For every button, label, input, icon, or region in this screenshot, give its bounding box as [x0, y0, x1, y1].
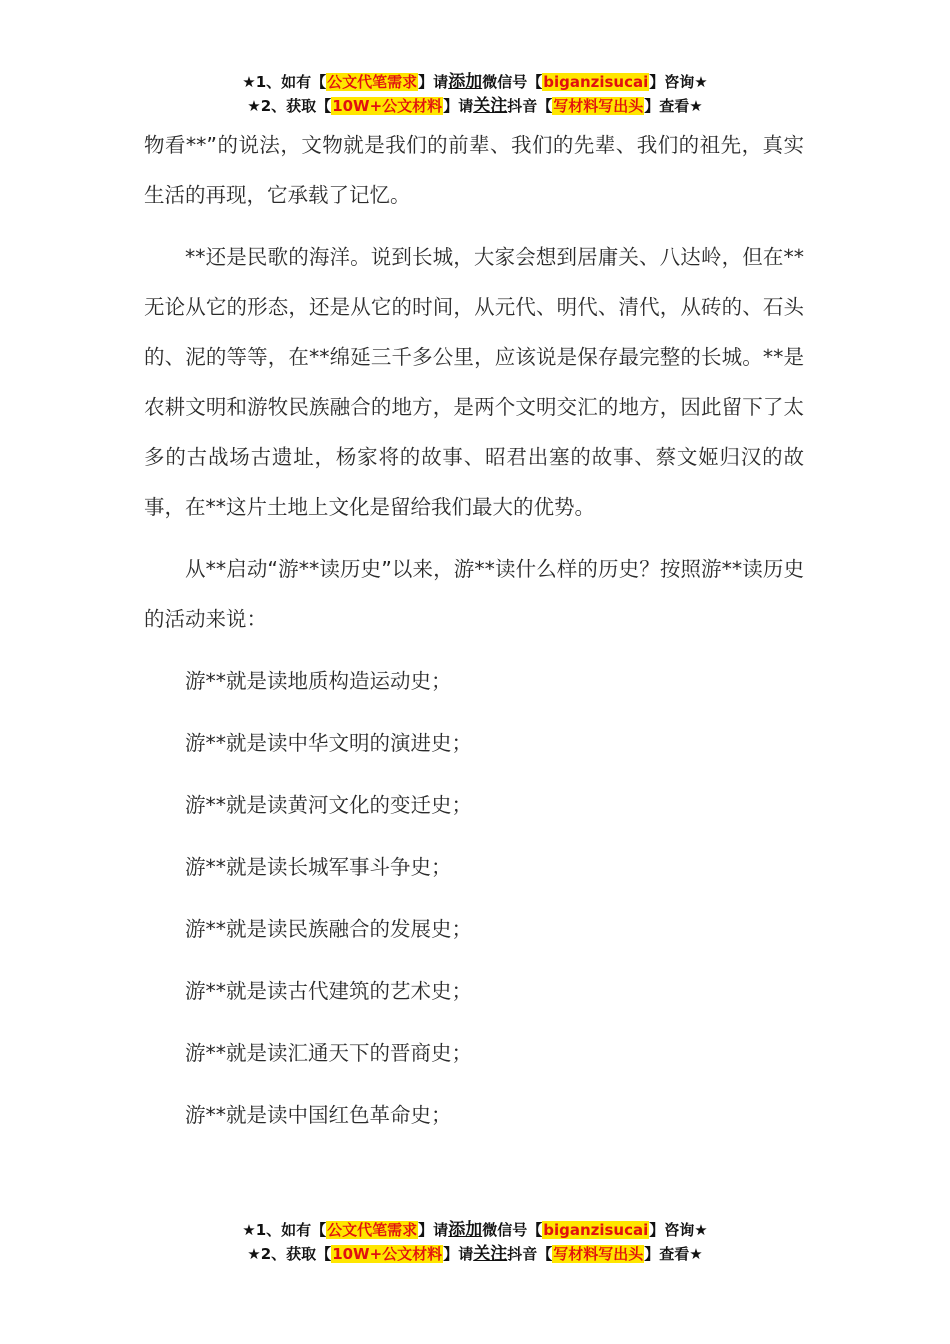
- list-item: 游**就是读长城军事斗争史；: [185, 855, 452, 879]
- banner-highlight: biganzisucai: [543, 73, 649, 91]
- document-body: [144, 120, 804, 1152]
- banner-text: ★1、如有【: [242, 73, 327, 91]
- header-banner: [0, 70, 950, 118]
- banner-line-2: [0, 1242, 950, 1266]
- banner-text: 】请: [443, 1245, 474, 1263]
- banner-text: ★2、获取【: [247, 1245, 332, 1263]
- banner-text: 微信号【: [482, 73, 543, 91]
- paragraph: 从**启动“游**读历史”以来，游**读什么样的历史？按照游**读历史的活动来说：: [144, 557, 804, 631]
- banner-highlight: 公文代笔需求: [327, 1221, 418, 1239]
- list-item: 游**就是读黄河文化的变迁史；: [185, 793, 472, 817]
- banner-underline: 添加: [448, 1220, 483, 1240]
- banner-underline: 关注: [473, 96, 508, 116]
- banner-text: 】咨询★: [649, 73, 708, 91]
- banner-text: 】请: [443, 97, 474, 115]
- list-item: 游**就是读古代建筑的艺术史；: [185, 979, 472, 1003]
- banner-text: 微信号【: [482, 1221, 543, 1239]
- banner-text: 】查看★: [644, 97, 703, 115]
- banner-highlight: 10W+公文材料: [332, 1245, 443, 1263]
- list-item: 游**就是读民族融合的发展史；: [185, 917, 472, 941]
- paragraph: 物看**”的说法，文物就是我们的前辈、我们的先辈、我们的祖先，真实生活的再现，它承载了记忆。: [144, 133, 804, 207]
- banner-text: 】请: [418, 1221, 449, 1239]
- banner-underline: 关注: [473, 1244, 508, 1264]
- banner-line-1: [0, 1218, 950, 1242]
- banner-line-1: [0, 70, 950, 94]
- list-item: 游**就是读地质构造运动史；: [185, 669, 452, 693]
- banner-text: 抖音【: [507, 97, 553, 115]
- list-item: 游**就是读中国红色革命史；: [185, 1103, 452, 1127]
- footer-banner: [0, 1218, 950, 1266]
- paragraph: **还是民歌的海洋。说到长城，大家会想到居庸关、八达岭，但在**无论从它的形态，还是从它的时间，从元代、明代、清代，从砖的、石头的、泥的等等，在**绵延三千多公里，应该说是保存最完整的长城。**是农耕文明和游牧民族融合的地方，是两个文明交汇的地方，因此留下了太多的古战场古遗址，杨家将的故事、昭君出塞的故事、蔡文姬归汉的故事，在**这片土地上文化是留给我们最大的优势。: [144, 245, 804, 519]
- list-item: 游**就是读中华文明的演进史；: [185, 731, 472, 755]
- banner-highlight: 10W+公文材料: [332, 97, 443, 115]
- banner-highlight: 写材料写出头: [553, 1245, 644, 1263]
- banner-text: 】咨询★: [649, 1221, 708, 1239]
- banner-text: ★1、如有【: [242, 1221, 327, 1239]
- list-item: 游**就是读汇通天下的晋商史；: [185, 1041, 472, 1065]
- banner-text: 抖音【: [507, 1245, 553, 1263]
- banner-highlight: 公文代笔需求: [327, 73, 418, 91]
- banner-text: 】请: [418, 73, 449, 91]
- banner-text: ★2、获取【: [247, 97, 332, 115]
- banner-line-2: [0, 94, 950, 118]
- banner-highlight: biganzisucai: [543, 1221, 649, 1239]
- banner-underline: 添加: [448, 72, 483, 92]
- banner-text: 】查看★: [644, 1245, 703, 1263]
- banner-highlight: 写材料写出头: [553, 97, 644, 115]
